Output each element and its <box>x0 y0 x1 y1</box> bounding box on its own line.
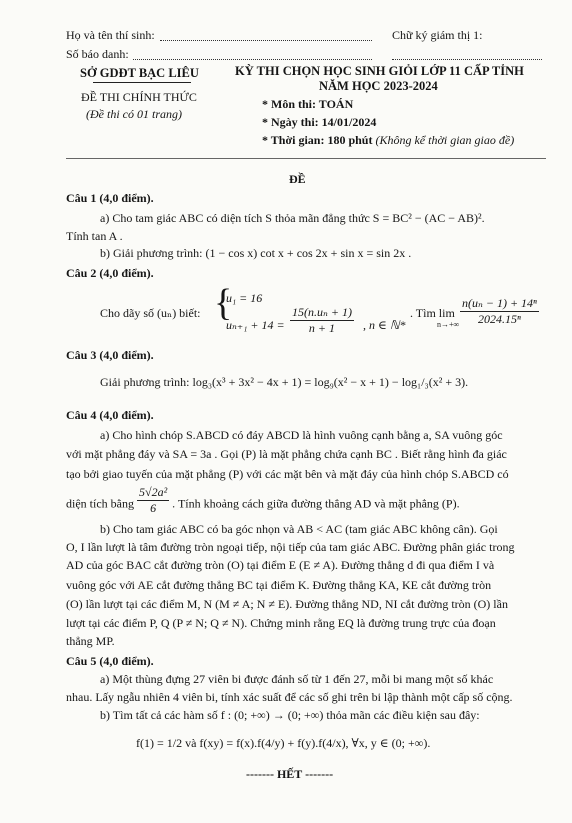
department-underline <box>93 82 191 83</box>
exam-title: KỲ THI CHỌN HỌC SINH GIỎI LỚP 11 CẤP TỈNH <box>235 64 524 78</box>
time-bold: * Thời gian: 180 phút <box>262 133 373 147</box>
q2-sys1: u₁ = 16 <box>226 291 263 305</box>
department: SỞ GDĐT BẠC LIÊU <box>80 66 199 80</box>
q2-sys2-num: 15(n.uₙ + 1) <box>292 305 352 319</box>
q5-a1: a) Một thùng đựng 27 viên bi được đánh số từ 1 đến 27, mỗi bi mang một số khác <box>100 672 494 686</box>
q4-a4-post: . Tính khoảng cách giữa đường thẳng AD và mặt phẳng (P). <box>172 496 460 511</box>
subject: * Môn thi: TOÁN <box>262 97 354 111</box>
q5-eq: f(1) = 1/2 và f(xy) = f(x).f(4/y) + f(y).f(4/x), ∀x, y ∈ (0; +∞). <box>136 736 431 750</box>
header-divider <box>66 158 546 159</box>
doc-title: ĐỀ <box>289 172 306 186</box>
q4-b7: thẳng MP. <box>66 634 115 648</box>
q1-a: a) Cho tam giác ABC có diện tích S thỏa mãn đẳng thức S = BC² − (AC − AB)². <box>100 211 485 225</box>
q4-b2: O, I lần lượt là tâm đường tròn ngoại tiếp, nội tiếp của tam giác ABC. Đường phân giác trong <box>66 540 515 554</box>
q5-heading: Câu 5 (4,0 điểm). <box>66 654 154 668</box>
q4-heading: Câu 4 (4,0 điểm). <box>66 408 154 422</box>
q2-find: . Tìm lim <box>410 306 455 320</box>
time-note: (Không kể thời gian giao đề) <box>375 133 515 147</box>
q2-sys2-den: n + 1 <box>308 321 336 335</box>
q2-lim-sub: n→+∞ <box>437 320 460 329</box>
q4-a2: với mặt phẳng đáy và SA = 3a . Gọi (P) là mặt phẳng chứa cạnh BC . Biết rằng hình đa giác <box>66 447 507 461</box>
exam-date: * Ngày thi: 14/01/2024 <box>262 115 377 129</box>
q2-lim-den: 2024.15ⁿ <box>478 312 521 326</box>
q4-a4-den: 6 <box>150 501 157 515</box>
q2-sys2-right: , n ∈ ℕ* <box>363 318 406 332</box>
candidate-no-label: Số báo danh: <box>66 47 129 61</box>
exam-time <box>262 133 514 148</box>
proctor-label: Chữ ký giám thị 1: <box>392 28 483 42</box>
candidate-name-label: Họ và tên thí sinh: <box>66 28 155 42</box>
q2-sys2-frac <box>290 305 354 336</box>
q5-b1: b) Tìm tất cả các hàm số f : (0; +∞) → (0; +∞) thỏa mãn các điều kiện sau đây: <box>100 708 480 722</box>
q4-a4-num: 5√2a² <box>138 485 168 499</box>
q3-eq: Giải phương trình: log₃(x³ + 3x² − 4x + 1) = log₉(x² − x + 1) − log₁/₃(x² + 3). <box>100 375 469 389</box>
q2-sys2-left: uₙ₊₁ + 14 = <box>226 318 285 332</box>
q2-heading: Câu 2 (4,0 điểm). <box>66 266 154 280</box>
end-marker: ------- HẾT ------- <box>246 767 334 781</box>
q4-b1: b) Cho tam giác ABC có ba góc nhọn và AB < AC (tam giác ABC không cân). Gọi <box>100 522 498 536</box>
q4-b6: lượt tại các điểm P, Q (P ≠ N; Q ≠ N). Chứng minh rằng EQ là đường trung trực của đoạn <box>66 616 496 630</box>
q1-b: b) Giải phương trình: (1 − cos x) cot x + cos 2x + sin x = sin 2x . <box>100 246 412 260</box>
q5-a2: nhau. Lấy ngẫu nhiên 4 viên bi, tính xác suất để các số ghi trên bi lập thành một cấp số cộng. <box>66 690 513 704</box>
candidate-name-blank[interactable] <box>160 40 372 41</box>
q4-a1: a) Cho hình chóp S.ABCD có đáy ABCD là hình vuông cạnh bằng a, SA vuông góc <box>100 428 503 442</box>
q4-b3: AD của góc BAC cắt đường tròn (O) tại điểm E (E ≠ A). Đường thẳng d đi qua điểm I và <box>66 558 495 572</box>
proctor-signature-blank[interactable] <box>392 59 542 60</box>
official-label: ĐỀ THI CHÍNH THỨC <box>81 90 197 104</box>
q3-heading: Câu 3 (4,0 điểm). <box>66 348 154 362</box>
pages-note: (Đề thi có 01 trang) <box>86 107 182 121</box>
q2-lim-frac <box>460 296 539 327</box>
q4-a4 <box>66 485 460 516</box>
q4-b4: vuông góc với AE cắt đường thẳng BC tại điểm K. Đường thẳng KA, KE cắt đường tròn <box>66 578 492 592</box>
q4-b5: (O) lần lượt tại các điểm M, N (M ≠ A; N ≠ E). Đường thẳng ND, NI cắt đường tròn (O) lần <box>66 597 508 611</box>
q2-brace: { <box>214 282 233 324</box>
q1-heading: Câu 1 (4,0 điểm). <box>66 191 154 205</box>
q4-a3: tạo bởi giao tuyến của mặt phẳng (P) với các mặt bên và mặt đáy của hình chóp S.ABCD có <box>66 467 509 481</box>
q4-a4-pre: diện tích bằng <box>66 496 134 511</box>
q2-lim-num: n(uₙ − 1) + 14ⁿ <box>462 296 537 310</box>
school-year-text: NĂM HỌC 2023-2024 <box>319 79 438 93</box>
q1-a-cont: Tính tan A . <box>66 229 123 243</box>
q2-intro: Cho dãy số (uₙ) biết: <box>100 306 201 320</box>
candidate-no-blank[interactable] <box>133 59 372 60</box>
